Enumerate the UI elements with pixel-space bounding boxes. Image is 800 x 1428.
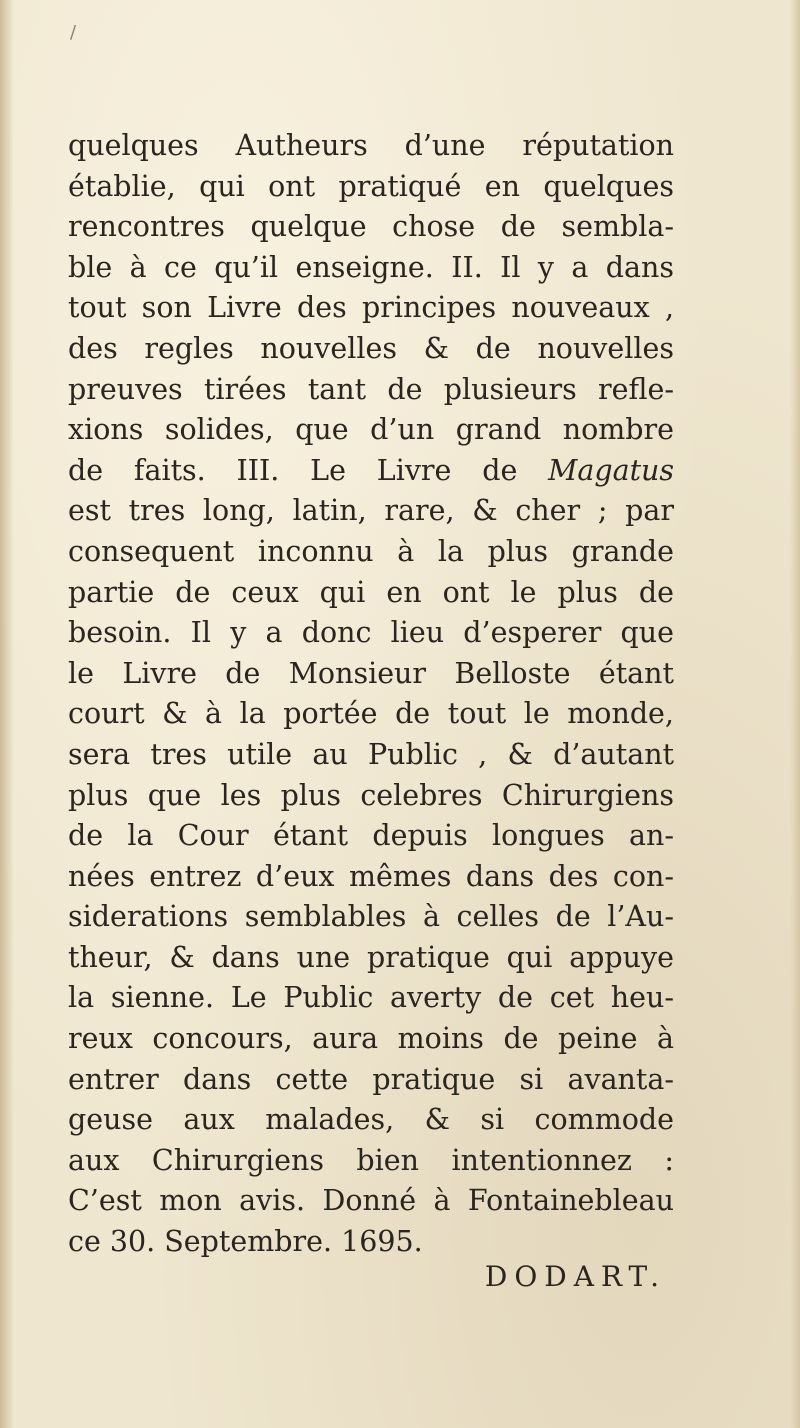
text-line-7: preuves tirées tant de plusieurs refle- [68, 372, 674, 406]
text-line-1: quelques Autheurs d’une réputation [68, 129, 674, 162]
page-edge-left [0, 0, 14, 1428]
author-name-italic: Magatus [548, 453, 674, 487]
text-line-4: ble à ce qu’il enseigne. II. Il y a dans [68, 250, 674, 284]
text-line-9 [68, 451, 674, 492]
text-line-18: de la Cour étant depuis longues an- [68, 819, 674, 853]
text-line-27: C’est mon avis. Donné à Fontainebleau [68, 1184, 674, 1218]
text-line-10: est tres long, latin, rare, & cher ; par [68, 494, 674, 528]
text-line-14: le Livre de Monsieur Belloste étant [68, 656, 674, 690]
text-line-13: besoin. Il y a donc lieu d’esperer que [68, 616, 674, 650]
text-line-28-date: ce 30. Septembre. 1695. [68, 1225, 423, 1259]
text-line-20: siderations semblables à celles de l’Au- [68, 900, 674, 934]
text-line-8: xions solides, que d’un grand nombre [68, 413, 674, 447]
text-line-6: des regles nouvelles & de nouvelles [68, 331, 674, 365]
text-line-22: la sienne. Le Public averty de cet heu- [68, 981, 674, 1015]
text-line-11: consequent inconnu à la plus grande [68, 534, 674, 568]
signature: DODART. [484, 1260, 666, 1293]
text-line-24: entrer dans cette pratique si avanta- [68, 1062, 674, 1096]
body-text [68, 126, 674, 1263]
text-line-2: établie, qui ont pratiqué en quelques [68, 169, 674, 203]
page-edge-right [790, 0, 800, 1428]
text-line-26: aux Chirurgiens bien intentionnez : [68, 1143, 674, 1177]
text-line-9-prefix: de faits. III. Le Livre de [68, 453, 549, 487]
text-line-19: nées entrez d’eux mêmes dans des con- [68, 859, 674, 893]
text-line-15: court & à la portée de tout le monde, [68, 697, 674, 731]
text-line-5: tout son Livre des principes nouveaux , [68, 291, 674, 325]
text-line-25: geuse aux malades, & si commode [68, 1103, 674, 1137]
text-line-21: theur, & dans une pratique qui appuye [68, 940, 674, 974]
text-line-17: plus que les plus celebres Chirurgiens [68, 778, 674, 812]
ink-mark: / [70, 22, 77, 43]
text-line-12: partie de ceux qui en ont le plus de [68, 575, 674, 609]
text-line-16: sera tres utile au Public , & d’autant [68, 737, 674, 771]
text-line-3: rencontres quelque chose de sembla- [68, 210, 674, 244]
text-line-23: reux concours, aura moins de peine à [68, 1022, 674, 1056]
